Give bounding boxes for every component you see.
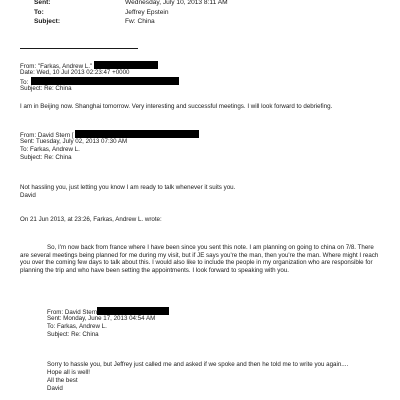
msg1-from: From: "Farkas, Andrew L." (20, 61, 158, 70)
to-value: Jeffrey Epstein (125, 9, 169, 16)
msg4-body-line4: David (47, 385, 63, 392)
subject-value: Fw: China (125, 18, 155, 25)
msg2-body-line1: Not hassling you, just letting you know I am ready to talk whenever it suits you. (20, 184, 236, 191)
redaction-block (94, 61, 158, 69)
msg4-body-line2: Hope all is well! (47, 369, 90, 376)
sent-value: Wednesday, July 10, 2013 8:11 AM (125, 0, 228, 6)
msg3-intro: On 21 Jun 2013, at 23:26, Farkas, Andrew L. wrote: (20, 216, 162, 223)
msg4-body-line3: All the best (47, 377, 78, 384)
separator-rule (20, 48, 138, 49)
msg2-to: To: Farkas, Andrew L. (20, 146, 80, 153)
msg4-subject: Subject: Re: China (47, 331, 99, 338)
redaction-block (75, 130, 199, 138)
subject-label: Subject: (34, 18, 61, 25)
msg1-to: To: (20, 77, 179, 86)
msg4-from: From: David Stern (47, 307, 169, 316)
sent-label: Sent: (34, 0, 51, 6)
msg1-body: I am in Beijing now. Shanghai tomorrow. Very interesting and successful meetings. I will look forward to debriefing. (20, 103, 333, 110)
msg2-sent: Sent: Tuesday, July 02, 2013 07:30 AM (20, 138, 128, 145)
msg4-sent: Sent: Monday, June 17, 2013 04:54 AM (47, 315, 156, 322)
redaction-block (97, 307, 169, 315)
msg4-body-line1: Sorry to hassle you, but Jeffrey just called me and asked if we spoke and then he told me to write you again.... (47, 361, 349, 368)
msg1-date: Date: Wed, 10 Jul 2013 02:23:47 +0000 (20, 69, 130, 76)
msg2-from: From: David Stern [ (20, 130, 199, 139)
msg1-subject: Subject: Re: China (20, 85, 72, 92)
redaction-block (31, 77, 179, 85)
msg4-to: To: Farkas, Andrew L. (47, 323, 107, 330)
msg2-body-signature: David (20, 192, 36, 199)
to-label: To: (34, 9, 44, 16)
msg3-body: So, I'm now back from france where I have been since you sent this note. I am planning on going to china on 7/8. There are several meetings being planned for me during my visit, but if JE says you're the man, then you're the man. Where might I reach you over the coming few days to talk about this. I would also like to include the people in my organization who are responsible for planning the trip and who have been setting the appointments. I look forward to speaking with you. (20, 244, 379, 274)
msg2-subject: Subject: Re: China (20, 154, 72, 161)
